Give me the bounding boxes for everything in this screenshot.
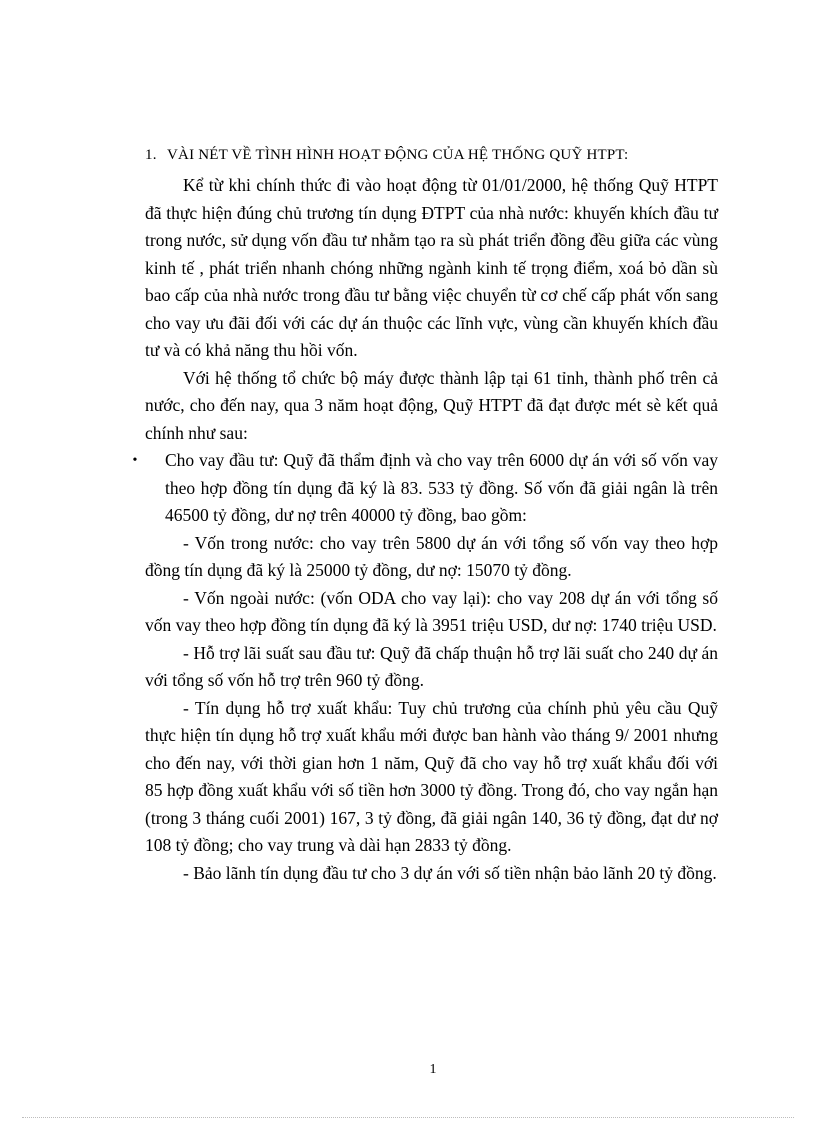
paragraph-domestic-capital: - Vốn trong nước: cho vay trên 5800 dự án với tổng số vốn vay theo hợp đồng tín dụng đã ký là 25000 tỷ đồng, dư nợ: 15070 tỷ đồng. (145, 532, 718, 580)
bullet-investment-text: Cho vay đầu tư: Quỹ đã thẩm định và cho vay trên 6000 dự án với số vốn vay theo hợp đồng tín dụng đã ký là 83. 533 tỷ đồng. Số vốn đã giải ngân là trên 46500 tỷ đồng, dư nợ trên 40000 tỷ đồng, bao gồm: (165, 450, 718, 525)
paragraph-network: Với hệ thống tổ chức bộ máy được thành lập tại 61 tỉnh, thành phố trên cả nước, cho đến nay, qua 3 năm hoạt động, Quỹ HTPT đã đạt được mét sè kết quả chính như sau: (145, 367, 718, 443)
document-body (132, 144, 718, 887)
paragraph-foreign-capital: - Vốn ngoài nước: (vốn ODA cho vay lại): cho vay 208 dự án với tổng số vốn vay theo hợp đồng tín dụng đã ký là 3951 triệu USD, dư nợ: 1740 triệu USD. (145, 587, 718, 635)
bullet-investment-loans (132, 447, 718, 530)
section-title: VÀI NÉT VỀ TÌNH HÌNH HOẠT ĐỘNG CỦA HỆ THỐNG QUỸ HTPT: (167, 147, 629, 163)
bullet-icon: • (132, 453, 138, 468)
page-bottom-divider (22, 1117, 794, 1118)
paragraph-export-credit: - Tín dụng hỗ trợ xuất khẩu: Tuy chủ trương của chính phủ yêu cầu Quỹ thực hiện tín dụng hỗ trợ xuất khẩu mới được ban hành vào tháng 9/ 2001 nhưng cho đến nay, với thời gian hơn 1 năm, Quỹ đã cho vay hỗ trợ xuất khẩu đối với 85 hợp đồng xuất khẩu với số tiền hơn 3000 tỷ đồng. Trong đó, cho vay ngắn hạn (trong 3 tháng cuối 2001) 167, 3 tỷ đồng, đã giải ngân 140, 36 tỷ đồng, đạt dư nợ 108 tỷ đồng; cho vay trung và dài hạn 2833 tỷ đồng. (145, 697, 718, 855)
paragraph-interest-support: - Hỗ trợ lãi suất sau đầu tư: Quỹ đã chấp thuận hỗ trợ lãi suất cho 240 dự án với tổng số vốn hỗ trợ trên 960 tỷ đồng. (145, 642, 718, 690)
section-heading (145, 144, 718, 166)
page-number: 1 (429, 1062, 437, 1077)
paragraph-guarantee: - Bảo lãnh tín dụng đầu tư cho 3 dự án với số tiền nhận bảo lãnh 20 tỷ đồng. (183, 862, 717, 883)
section-number: 1. (145, 147, 157, 163)
paragraph-intro: Kể từ khi chính thức đi vào hoạt động từ 01/01/2000, hệ thống Quỹ HTPT đã thực hiện đúng chủ trương tín dụng ĐTPT của nhà nước: khuyến khích đầu tư trong nước, sử dụng vốn đầu tư nhằm tạo ra sù phát triển đồng đều giữa các vùng kinh tế , phát triển nhanh chóng những ngành kinh tế trọng điểm, xoá bỏ dần sù bao cấp của nhà nước trong đầu tư bằng việc chuyển từ cơ chế cấp phát vốn sang cho vay ưu đãi đối với các dự án thuộc các lĩnh vực, vùng cần khuyến khích đầu tư và có khả năng thu hồi vốn. (145, 175, 718, 360)
